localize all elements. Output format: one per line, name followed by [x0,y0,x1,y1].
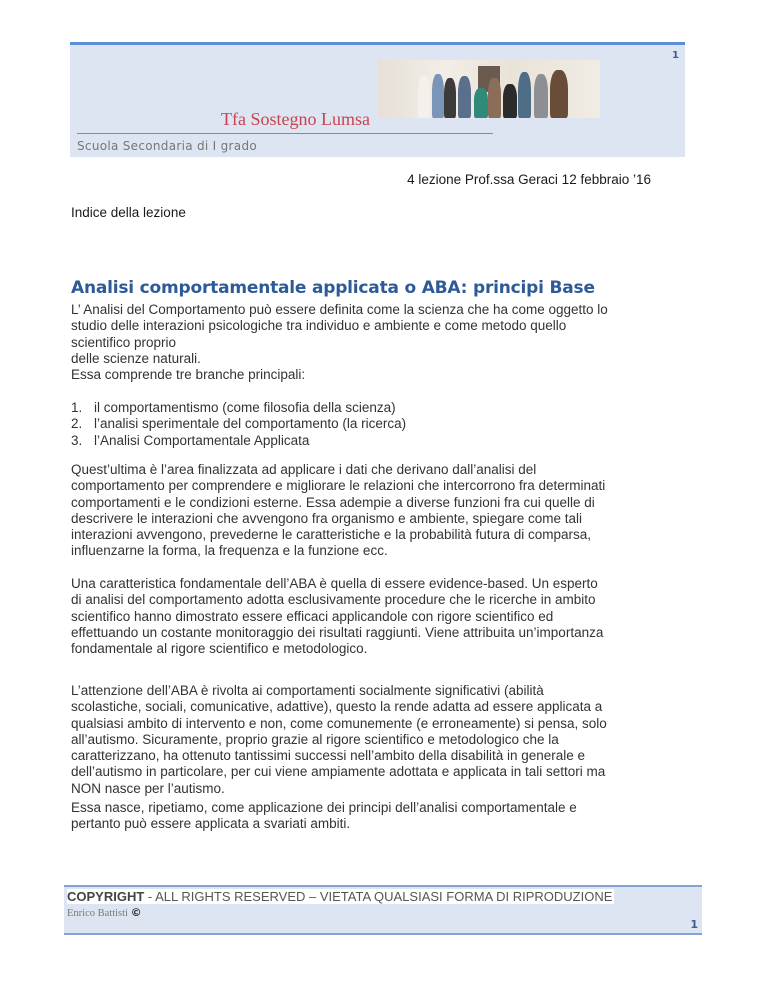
paragraph-applied-analysis [71,462,711,560]
lesson-info: 4 lezione Prof.ssa Geraci 12 febbraio ’16 [407,172,651,187]
header-divider [77,133,493,134]
text-line: dell’autismo in particolare, per cui viene ampiamente adottata e applicata in tali settori ma [71,764,606,780]
header-subtitle: Scuola Secondaria di I grado [77,139,257,153]
lesson-index-label: Indice della lezione [71,205,186,220]
text-line: Essa nasce, ripetiamo, come applicazione dei principi dell’analisi comportamentale e [71,800,577,815]
list-number: 2. [71,416,83,432]
text-line: scientifico proprio [71,334,177,350]
text-line: pertanto può essere applicata a svariati ambiti. [71,816,351,832]
header-group-photo [378,60,600,118]
list-number: 1. [71,400,83,415]
page-header [70,42,685,157]
text-line: delle scienze naturali. [71,350,201,366]
list-item [71,400,711,416]
text-line: Essa comprende tre branche principali: [71,367,306,383]
text-line: L’attenzione dell’ABA è rivolta ai comportamenti socialmente significativi (abilità [71,683,544,698]
copyright-icon: © [130,906,142,919]
text-line: interazioni avvengono, prevederne le caratteristiche e la probabilità futura di comparsa, [71,527,592,543]
text-line: influenzarne la forma, la frequenza e la funzione ecc. [71,543,388,559]
text-line: studio delle interazioni psicologiche tra individuo e ambiente e come metodo quello [71,318,567,334]
text-line: NON nasce per l’autismo. [71,780,225,796]
text-line: comportamenti e le condizioni esterne. Essa adempie a diverse funzioni fra cui quelle di [71,494,595,510]
text-line: Una caratteristica fondamentale dell’ABA è quella di essere evidence-based. Un esperto [71,576,598,591]
header-page-number: 1 [672,50,679,61]
text-line: scientifico hanno dimostrato essere efficaci applicandole con rigore scientifico ed [71,608,554,624]
section-heading: Analisi comportamentale applicata o ABA: principi Base [71,278,595,298]
text-line: all’autismo. Sicuramente, proprio grazie al rigore scientifico e metodologico che la [71,731,559,747]
footer-author [67,906,142,919]
intro-paragraph [71,302,711,383]
text-line: scolastiche, sociali, comunicative, adattive), questo la rende adatta ad essere applicata a [71,699,603,715]
paragraph-evidence-based [71,576,711,657]
header-title: Tfa Sostegno Lumsa [221,109,370,129]
list-text: l’analisi sperimentale del comportamento (la ricerca) [94,416,407,432]
text-line: qualsiasi ambito di intervento e non, come comunemente (e erroneamente) si pensa, solo [71,715,607,731]
text-line: effettuando un costante monitoraggio dei risultati raggiunti. Viene attribuita un’importanza [71,624,604,640]
list-item [71,433,711,449]
text-line: fondamentale al rigore scientifico e metodologico. [71,641,368,657]
list-text: l’Analisi Comportamentale Applicata [94,432,310,448]
text-line: descrivere le interazioni che avvengono fra organismo e ambiente, spiegare come tali [71,510,583,526]
list-item [71,416,711,432]
author-name: Enrico Battisti [67,908,128,919]
footer-page-number: 1 [690,918,698,931]
text-line: di analisi del comportamento adotta esclusivamente procedure che le ricerche in ambito [71,592,596,608]
paragraph-attention [71,683,711,797]
text-line: comportamento per comprendere e migliorare le relazioni che intercorrono fra determinati [71,478,606,494]
list-text: il comportamentismo (come filosofia della scienza) [94,400,396,415]
copyright-label: COPYRIGHT [67,889,145,904]
copyright-notice [67,889,614,904]
list-number: 3. [71,432,83,448]
text-line: caratterizzano, ha ottenuto tantissimi successi nell’ambito della disabilità in generale e [71,748,586,764]
page-footer [64,885,702,935]
text-line: L’ Analisi del Comportamento può essere definita come la scienza che ha come oggetto lo [71,302,608,317]
paragraph-conclusion [71,800,711,833]
copyright-text: - ALL RIGHTS RESERVED – VIETATA QUALSIASI FORMA DI RIPRODUZIONE [144,889,613,904]
text-line: Quest’ultima è l’area finalizzata ad applicare i dati che derivano dall’analisi del [71,462,537,477]
branches-list [71,400,711,449]
